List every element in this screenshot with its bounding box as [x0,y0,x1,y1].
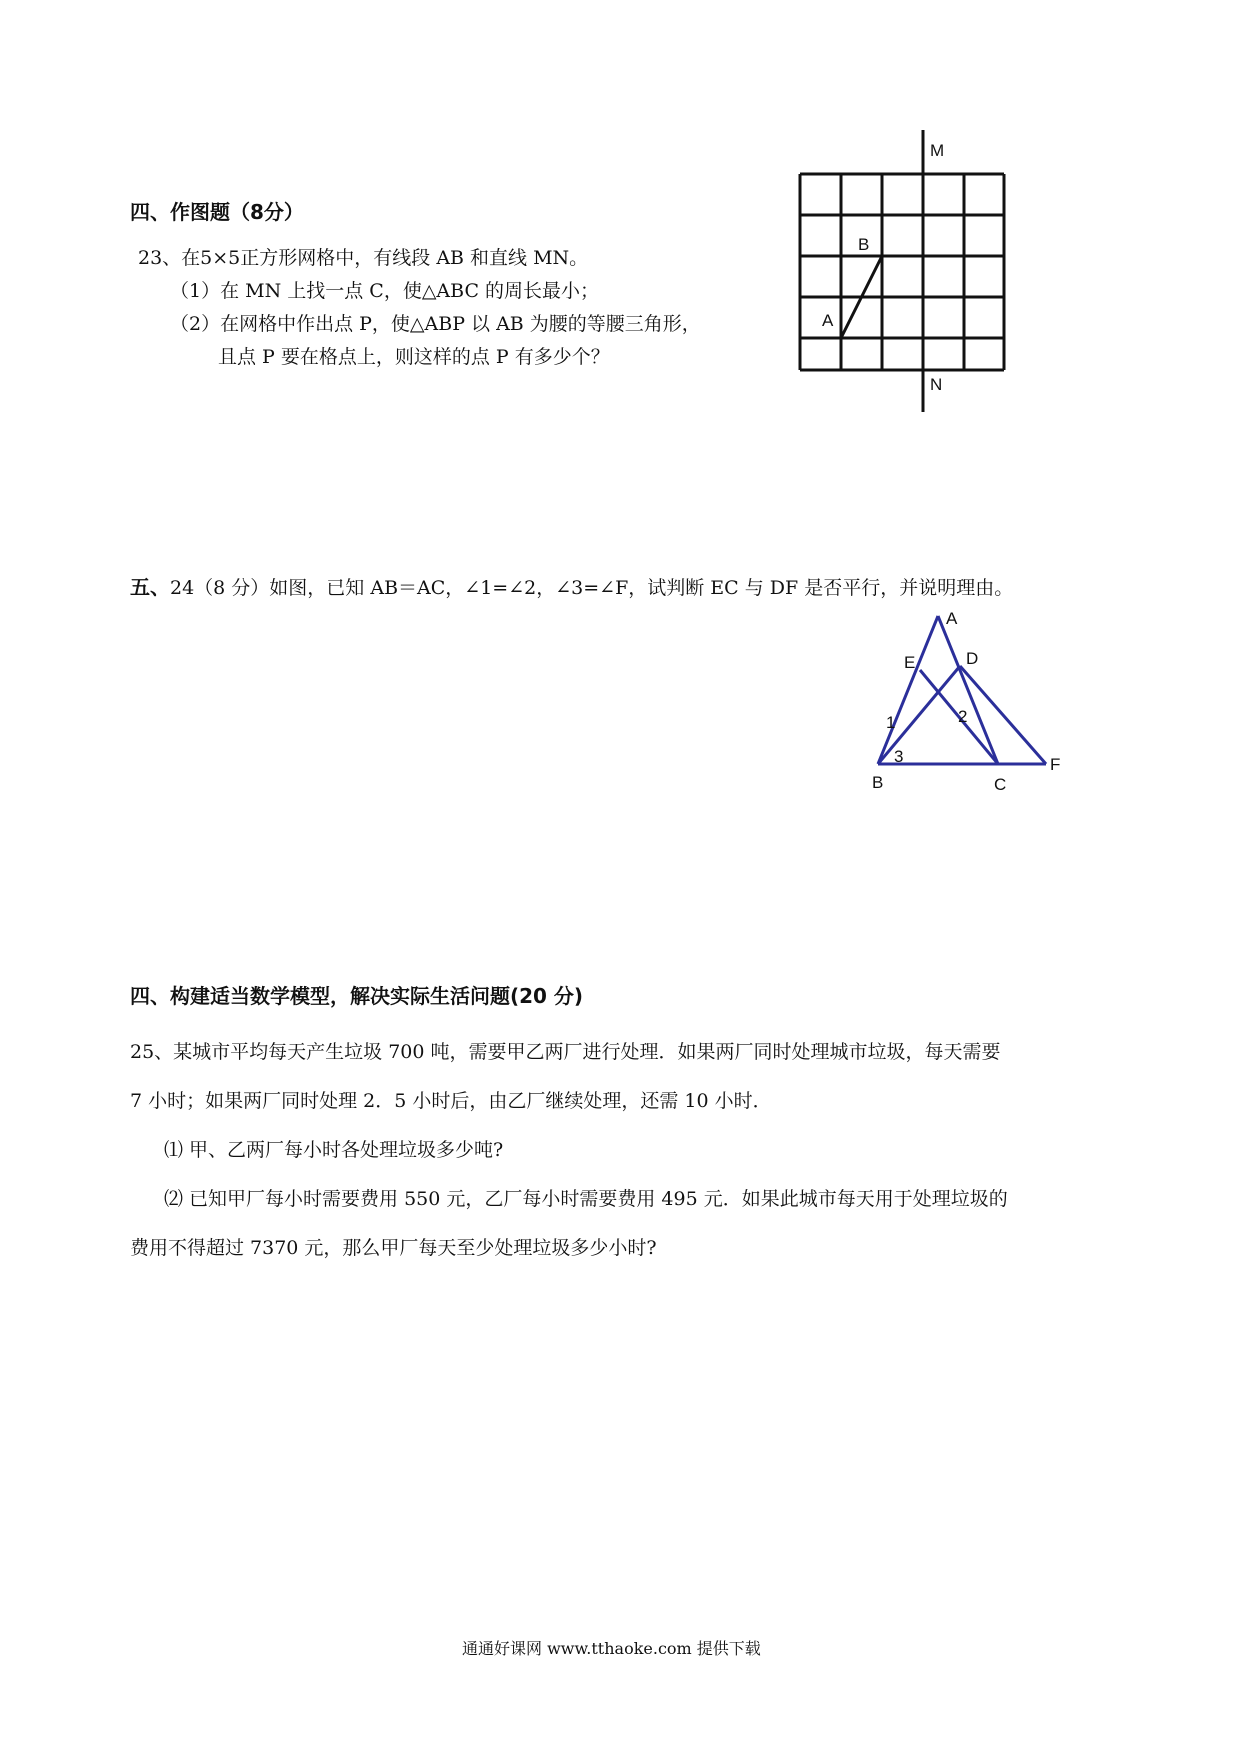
label-angle-2: 2 [958,707,968,726]
label-angle-1: 1 [886,713,896,732]
triangle-lines [878,616,1046,764]
question-25-part1: ⑴ 甲、乙两厂每小时各处理垃圾多少吨? [164,1139,504,1161]
section-heading-model: 四、构建适当数学模型，解决实际生活问题(20 分) [130,984,584,1008]
footer-credit: 通通好课网 www.tthaoke.com 提供下载 [462,1639,761,1658]
label-c: C [994,775,1007,794]
question-23-part1: （1）在 MN 上找一点 C，使△ABC 的周长最小； [170,280,600,302]
grid-figure [780,120,1020,420]
label-a-tri: A [946,610,958,628]
question-25-part2-line1: ⑵ 已知甲厂每小时需要费用 550 元，乙厂每小时需要费用 495 元．如果此城市每天用于处理垃圾的 [164,1188,1008,1210]
question-25-part2-line2: 费用不得超过 7370 元，那么甲厂每天至少处理垃圾多少小时? [130,1237,657,1259]
label-f: F [1050,755,1061,774]
label-b: B [858,235,870,254]
question-25-line2: 7 小时；如果两厂同时处理 2．5 小时后，由乙厂继续处理，还需 10 小时． [130,1090,772,1112]
question-23-part2-line2: 且点 P 要在格点上，则这样的点 P 有多少个？ [218,346,610,368]
label-b-tri: B [872,773,884,792]
question-25-line1: 25、某城市平均每天产生垃圾 700 吨，需要甲乙两厂进行处理．如果两厂同时处理城市垃圾，每天需要 [130,1041,1001,1063]
triangle-figure [860,610,1080,810]
label-n: N [930,375,943,394]
label-e: E [904,653,916,672]
section-prefix-5: 五、 [130,575,170,599]
label-m: M [930,141,945,160]
label-d: D [966,649,979,668]
label-angle-3: 3 [894,747,904,766]
grid-lines [800,174,1004,370]
question-24 [130,571,1013,600]
question-23-part2-line1: （2）在网格中作出点 P，使△ABP 以 AB 为腰的等腰三角形， [170,313,701,335]
question-24-text: 24（8 分）如图，已知 AB＝AC，∠1=∠2，∠3=∠F，试判断 EC 与 DF 是否平行，并说明理由。 [170,577,1014,599]
section-heading-drawing: 四、作图题（8分） [130,200,304,224]
question-23-stem: 23、在5×5正方形网格中，有线段 AB 和直线 MN。 [138,247,589,269]
label-a: A [822,311,834,330]
